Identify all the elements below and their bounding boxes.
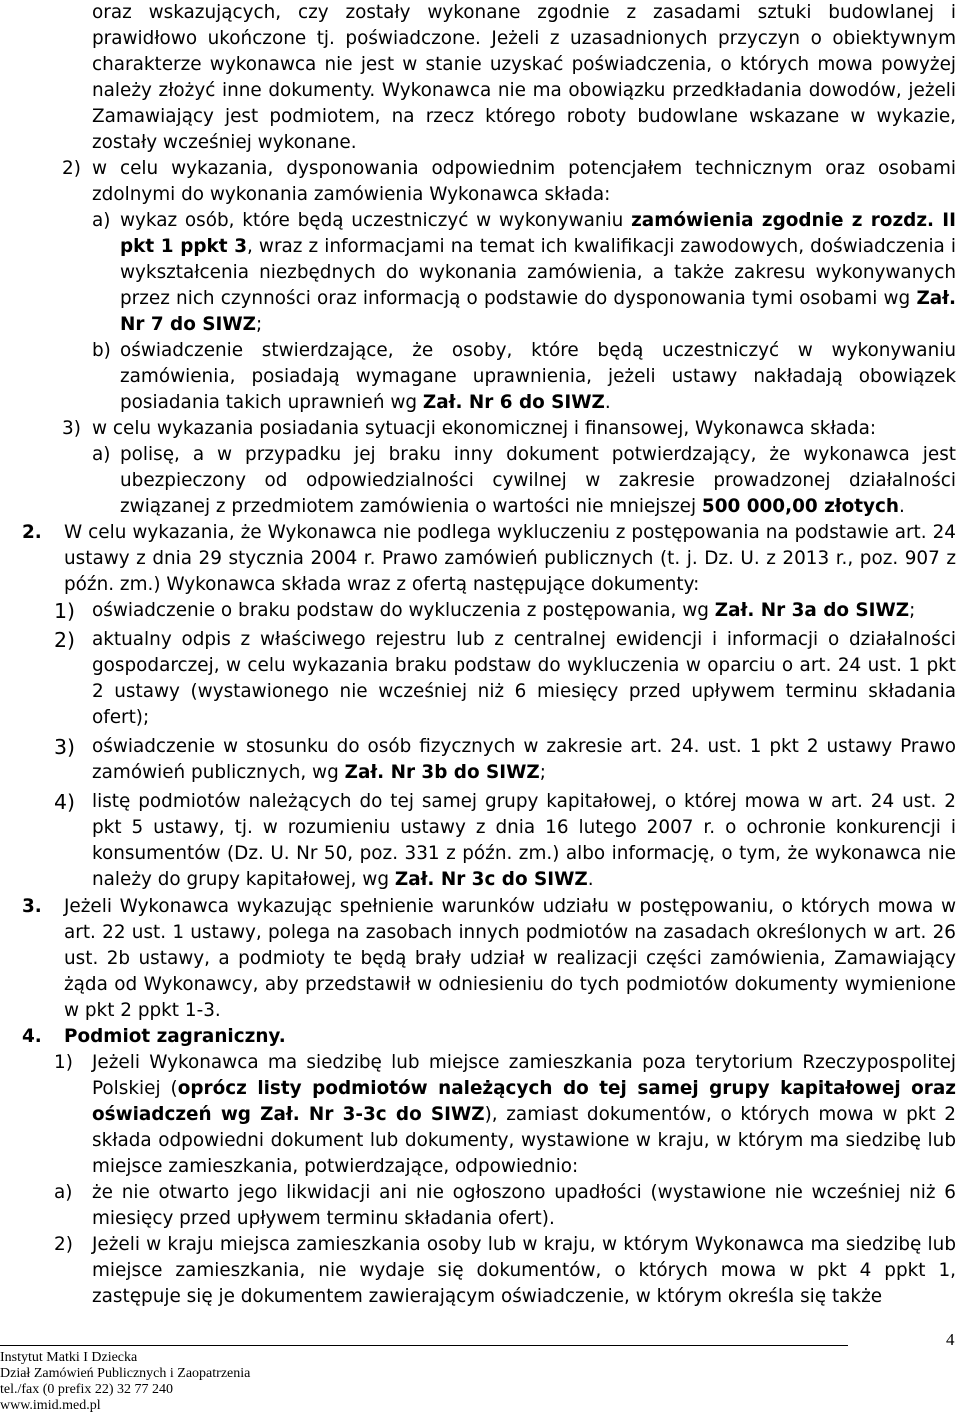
section-4-item-a: [54, 1180, 956, 1232]
item-3-label: 3): [62, 418, 81, 439]
item-2a-label: a): [92, 210, 111, 231]
item-2-label: 2): [62, 158, 81, 179]
section-4-title: Podmiot zagraniczny.: [64, 1026, 286, 1047]
section-4-item-1: [54, 1050, 956, 1180]
section-2-label: 2.: [22, 522, 42, 543]
item-3-text: w celu wykazania posiadania sytuacji ekonomicznej i finansowej, Wykonawca składa:: [92, 418, 877, 439]
section-2: [22, 520, 956, 598]
section-2-item-4-label: 4): [54, 790, 76, 814]
footer-department: Dział Zamówień Publicznych i Zaopatrzenia: [0, 1366, 251, 1381]
section-2-item-3-label: 3): [54, 735, 76, 759]
footer-website-link[interactable]: www.imid.med.pl: [0, 1398, 101, 1413]
footer-phone: tel./fax (0 prefix 22) 32 77 240: [0, 1382, 174, 1397]
page-number: 4: [946, 1330, 955, 1349]
item-2-technical: [62, 156, 956, 208]
section-4-item-a-label: a): [54, 1182, 73, 1203]
intro-text-2: Wykonawca nie ma obowiązku przedkładania dowodów, jeżeli Zamawiający jest podmiotem, na rzecz którego roboty budowlane wskazane w wykazie, zostały wcześniej wykonane.: [92, 80, 957, 153]
section-3-label: 3.: [22, 896, 42, 917]
section-3: [22, 894, 956, 1024]
item-3a-text: polisę, a w przypadku jej braku inny dokument potwierdzający, że wykonawca jest ubezpieczony od odpowiedzialności cywilnej w zakresie prowadzonej działalności związanej z przedmiotem zamówienia o wartości nie mniejszej 500 000,00 złotych.: [120, 444, 956, 517]
section-2-item-4-text: listę podmiotów należących do tej samej grupy kapitałowej, o której mowa w art. 24 ust. 2 pkt 5 ustawy, tj. w rozumieniu ustawy z dnia 16 lutego 2007 r. o ochronie konkurencji i konsumentów (Dz. U. Nr 50, poz. 331 z późn. zm.) albo informację, o tym, że wykonawca nie należy do grupy kapitałowej, wg Zał. Nr 3c do SIWZ.: [92, 791, 956, 890]
intro-text-1: oraz wskazujących, czy zostały wykonane zgodnie z zasadami sztuki budowlanej i prawidłowo ukończone tj. poświadczone. Jeżeli z uzasadnionych przyczyn o obiektywnym charakterze wykonawca nie jest w stanie uzyskać poświadczenia, o których mowa powyżej należy złożyć inne dokumenty.: [92, 2, 956, 101]
section-2-item-3-text: oświadczenie w stosunku do osób fizycznych w zakresie art. 24. ust. 1 pkt 2 ustawy Prawo zamówień publicznych, wg Zał. Nr 3b do SIWZ;: [92, 736, 956, 783]
section-4-item-a-text: że nie otwarto jego likwidacji ani nie ogłoszono upadłości (wystawione nie wcześniej niż 6 miesięcy przed upływem terminu składania ofert).: [92, 1182, 956, 1229]
section-2-item-1-label: 1): [54, 599, 76, 623]
section-2-item-2: [54, 627, 956, 731]
section-2-item-2-label: 2): [54, 628, 76, 652]
item-2-text: w celu wykazania, dysponowania odpowiednim potencjałem technicznym oraz osobami zdolnymi do wykonania zamówienia Wykonawca składa:: [92, 158, 956, 205]
section-4-heading: [22, 1024, 956, 1050]
footer: [0, 1350, 250, 1414]
section-2-item-1-text: oświadczenie o braku podstaw do wykluczenia z postępowania, wg Zał. Nr 3a do SIWZ;: [92, 600, 916, 621]
section-4-item-1-text: Jeżeli Wykonawca ma siedzibę lub miejsce zamieszkania poza terytorium Rzeczypospolitej Polskiej (oprócz listy podmiotów należących do tej samej grupy kapitałowej oraz oświadczeń wg Zał. Nr 3-3c do SIWZ), zamiast dokumentów, o których mowa w pkt 2 składa odpowiedni dokument lub dokumenty, wystawione w kraju, w którym ma siedzibę lub miejsce zamieszkania, potwierdzające, odpowiednio:: [92, 1052, 956, 1177]
section-2-item-2-text: aktualny odpis z właściwego rejestru lub z centralnej ewidencji i informacji o działalności gospodarczej, w celu wykazania braku podstaw do wykluczenia w oparciu o art. 24 ust. 1 pkt 2 ustawy (wystawionego nie wcześniej niż 6 miesięcy przed upływem terminu składania ofert);: [92, 629, 956, 728]
section-4-item-2: [54, 1232, 956, 1310]
item-2b-text: oświadczenie stwierdzające, że osoby, które będą uczestniczyć w wykonywaniu zamówienia, posiadają wymagane uprawnienia, jeżeli ustawy nakładają obowiązek posiadania takich uprawnień wg Zał. Nr 6 do SIWZ.: [120, 340, 956, 413]
item-3a-label: a): [92, 444, 111, 465]
section-4-label: 4.: [22, 1026, 42, 1047]
item-3-economic: [62, 416, 956, 442]
item-3a: [92, 442, 956, 520]
intro-paragraph: [92, 0, 956, 156]
section-2-text: W celu wykazania, że Wykonawca nie podlega wykluczeniu z postępowania na podstawie art. 24 ustawy z dnia 29 stycznia 2004 r. Prawo zamówień publicznych (t. j. Dz. U. z 2013 r., poz. 907 z późn. zm.) Wykonawca składa wraz z ofertą następujące dokumenty:: [64, 522, 956, 595]
item-2a-text: wykaz osób, które będą uczestniczyć w wykonywaniu zamówienia zgodnie z rozdz. II pkt 1 ppkt 3, wraz z informacjami na temat ich kwalifikacji zawodowych, doświadczenia i wykształcenia niezbędnych do wykonania zamówienia, a także zakresu wykonywanych przez nich czynności oraz informacją o podstawie do dysponowania tymi osobami wg Zał. Nr 7 do SIWZ;: [120, 210, 957, 335]
footer-divider: [0, 1345, 848, 1346]
item-2b-label: b): [92, 340, 111, 361]
section-4-item-1-label: 1): [54, 1052, 73, 1073]
section-4-item-2-text: Jeżeli w kraju miejsca zamieszkania osoby lub w kraju, w którym Wykonawca ma siedzibę lub miejsce zamieszkania, nie wydaje się dokumentów, o których mowa w pkt 4 ppkt 1, zastępuje się je dokumentem zawierającym oświadczenie, w którym określa się także: [92, 1234, 956, 1307]
item-2a: [92, 208, 956, 338]
section-4-item-2-label: 2): [54, 1234, 73, 1255]
section-3-text: Jeżeli Wykonawca wykazując spełnienie warunków udziału w postępowaniu, o których mowa w art. 22 ust. 1 ustawy, polega na zasobach innych podmiotów na zasadach określonych w art. 26 ust. 2b ustawy, a podmioty te będą brały udział w realizacji części zamówienia, Zamawiający żąda od Wykonawcy, aby przedstawił w odniesieniu do tych podmiotów dokumenty wymienione w pkt 2 ppkt 1-3.: [64, 896, 956, 1021]
section-2-item-1: [54, 598, 956, 624]
footer-institution: Instytut Matki I Dziecka: [0, 1350, 138, 1365]
section-2-item-3: [54, 734, 956, 786]
item-2b: [92, 338, 956, 416]
section-2-item-4: [54, 789, 956, 893]
